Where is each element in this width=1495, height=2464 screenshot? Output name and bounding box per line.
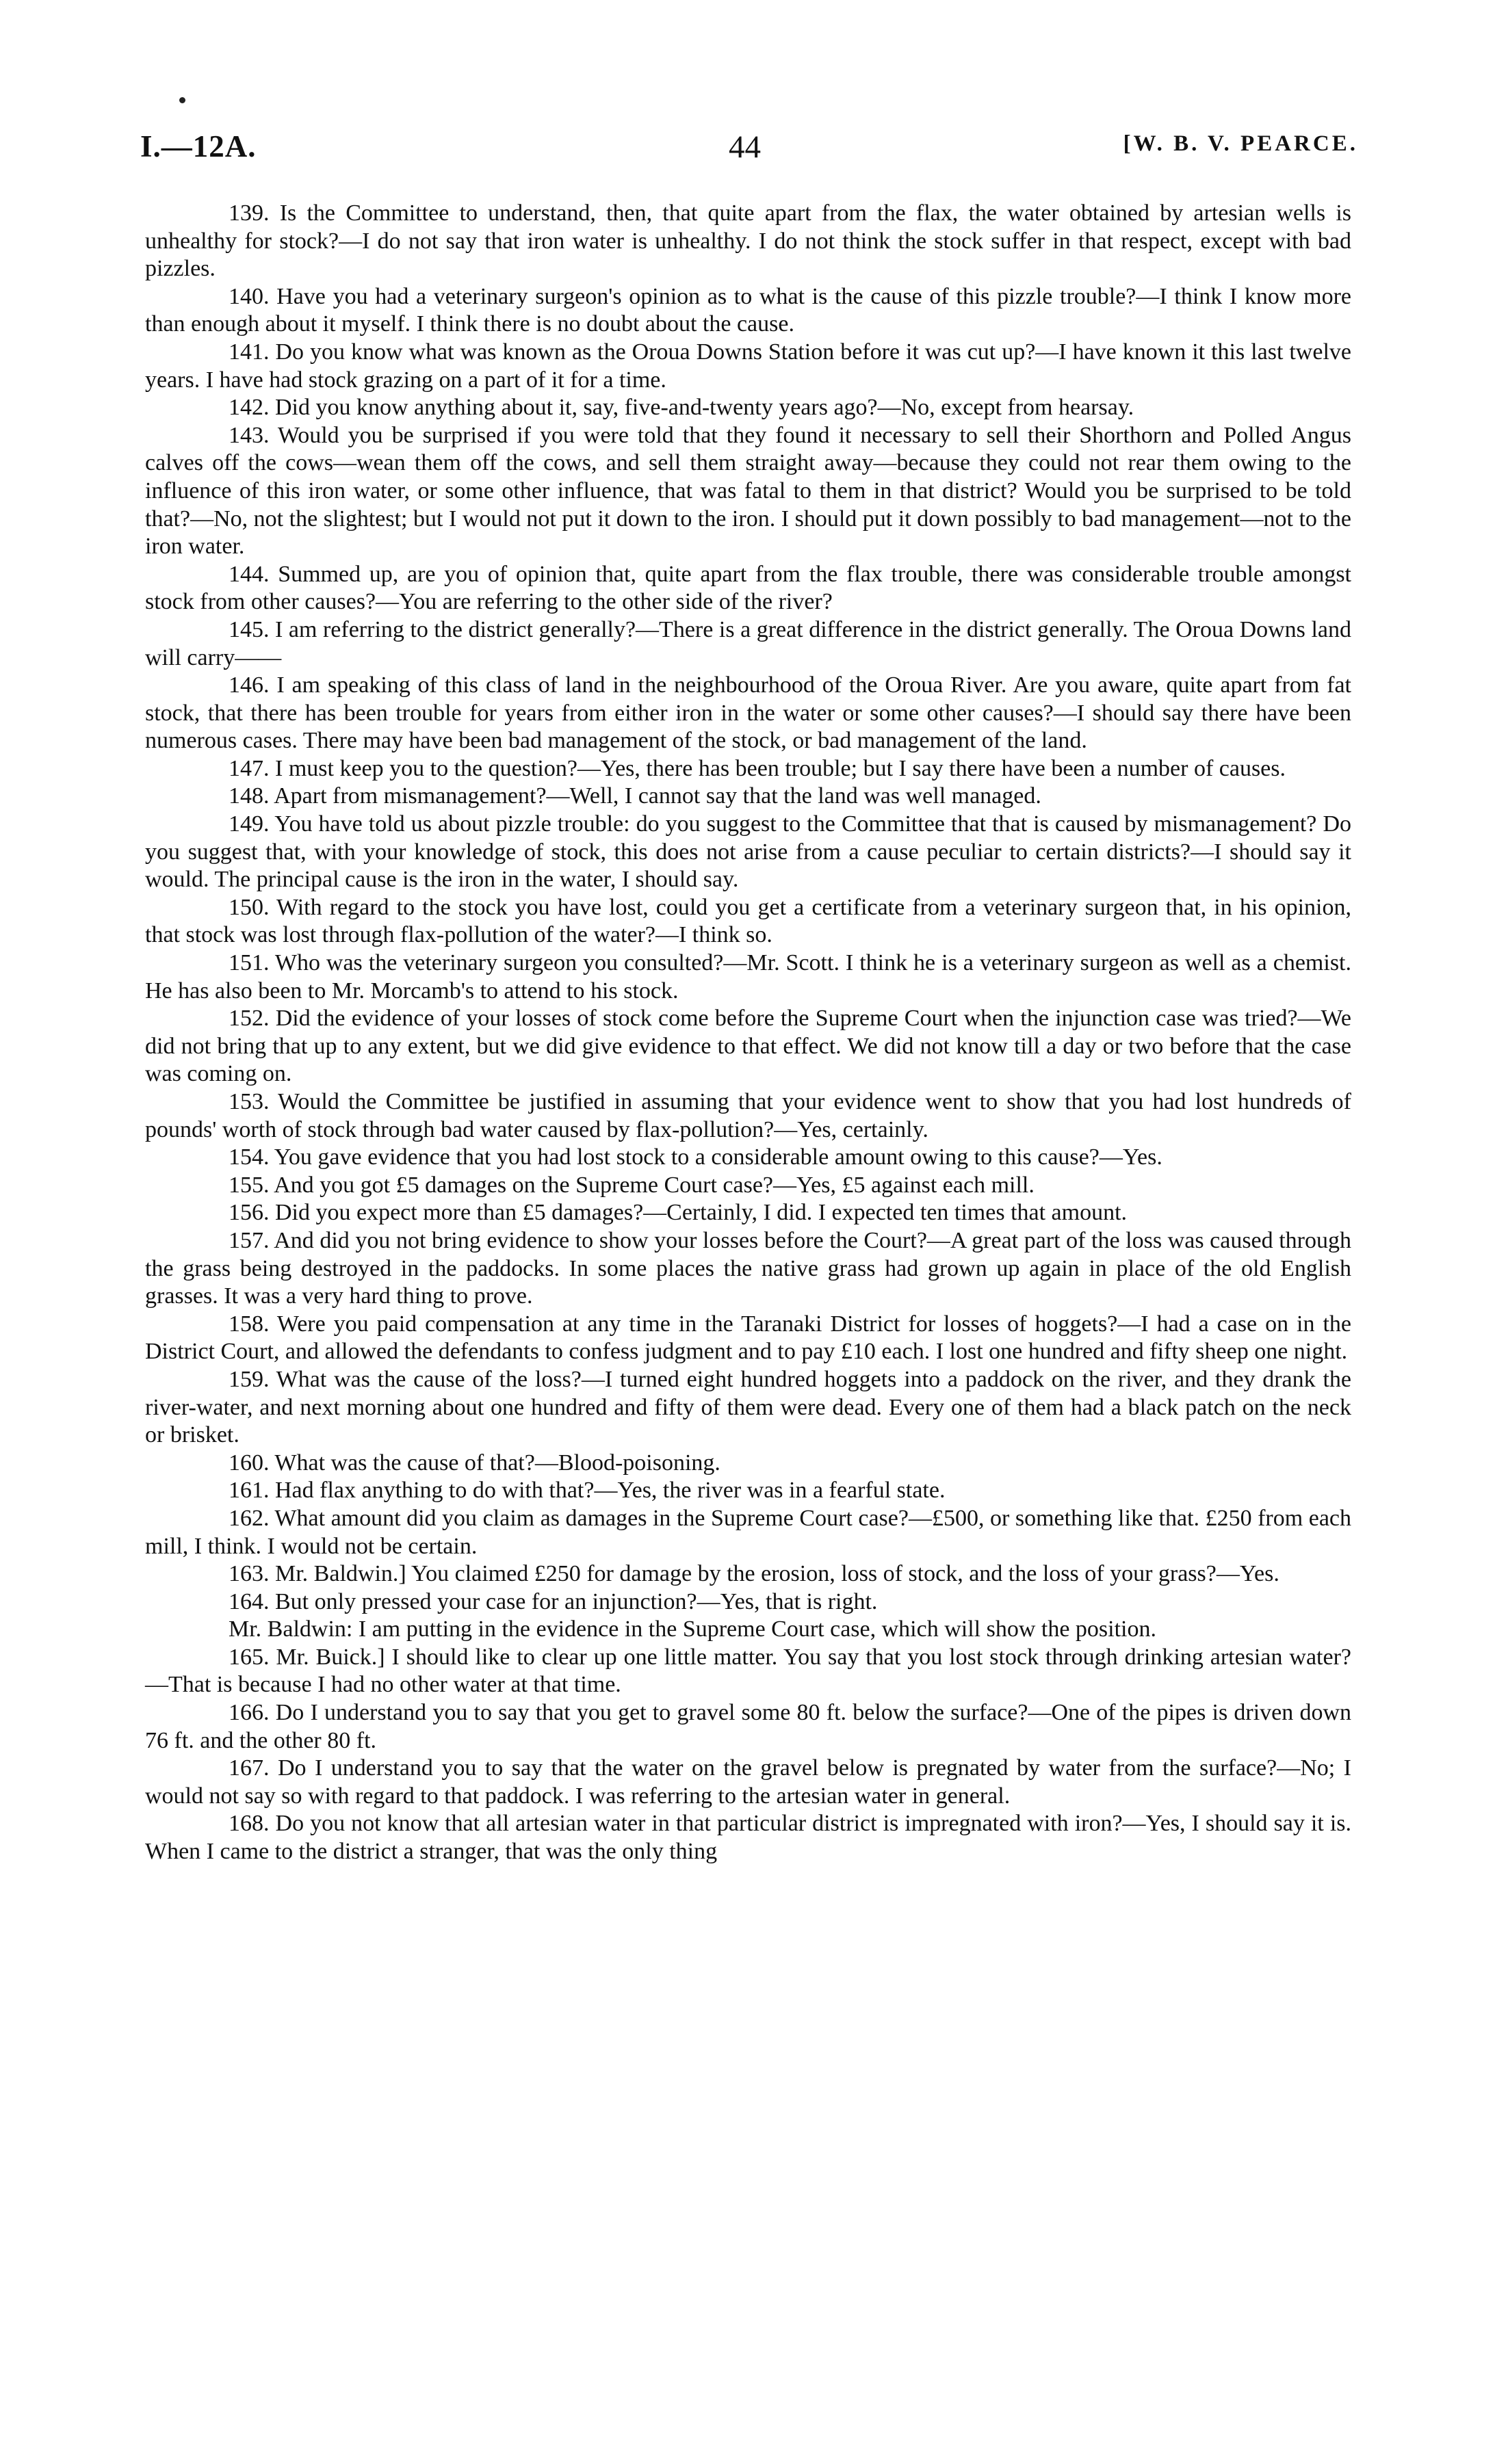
paragraph: 168. Do you not know that all artesian water in that particular district is impregnated with iron?—Yes, I should say it is. When I came to the district a stranger, that was the only thing [145, 1811, 1351, 1865]
paragraph: 142. Did you know anything about it, say, five-and-twenty years ago?—No, except from hearsay. [229, 395, 1134, 421]
page-number: 44 [729, 129, 761, 165]
document-reference: I.—12A. [140, 129, 257, 163]
stray-mark [179, 97, 185, 103]
paragraph: 160. What was the cause of that?—Blood-poisoning. [229, 1450, 720, 1476]
page-header [140, 129, 1358, 176]
paragraph: 143. Would you be surprised if you were told that they found it necessary to sell their Shorthorn and Polled Angus calves off the cows—wean them off the cows, and sell them straight away—because they could not rear them owing to the influence of this iron water, or some other influence, that was fatal to them in that district? Would you be surprised to be told that?—No, not the slightest; but I would not put it down to the iron. I should put it down possibly to bad management—not to the iron water. [145, 422, 1351, 560]
paragraph: 165. Mr. Buick.] I should like to clear up one little matter. You say that you lost stock through drinking artesian water?—That is because I had no other water at that time. [145, 1644, 1351, 1698]
paragraph: 150. With regard to the stock you have lost, could you get a certificate from a veterinary surgeon that, in his opinion, that stock was lost through flax-pollution of the water?—I think so. [145, 894, 1351, 948]
paragraph: 163. Mr. Baldwin.] You claimed £250 for damage by the erosion, loss of stock, and the loss of your grass?—Yes. [229, 1561, 1279, 1587]
paragraph: 167. Do I understand you to say that the water on the gravel below is pregnated by water from the surface?—No; I would not say so with regard to that paddock. I was referring to the artesian water in general. [145, 1755, 1351, 1809]
paragraph: 139. Is the Committee to understand, then, that quite apart from the flax, the water obtained by artesian wells is unhealthy for stock?—I do not say that iron water is unhealthy. I do not think the stock suffer in that respect, except with bad pizzles. [145, 200, 1351, 282]
paragraph: 161. Had flax anything to do with that?—Yes, the river was in a fearful state. [229, 1478, 946, 1504]
paragraph: 146. I am speaking of this class of land in the neighbourhood of the Oroua River. Are you aware, quite apart from fat stock, that there has been trouble for years from either iron in the water or some other causes?—I should say there have been numerous cases. There may have been bad management of the stock, or bad management of the land. [145, 672, 1351, 754]
paragraph: 162. What amount did you claim as damages in the Supreme Court case?—£500, or something like that. £250 from each mill, I think. I would not be certain. [145, 1505, 1351, 1559]
paragraph: 151. Who was the veterinary surgeon you consulted?—Mr. Scott. I think he is a veterinary surgeon as well as a chemist. He has also been to Mr. Morcamb's to attend to his stock. [145, 950, 1351, 1004]
paragraph: 147. I must keep you to the question?—Yes, there has been trouble; but I say there have been a number of causes. [229, 755, 1286, 781]
paragraph: 154. You gave evidence that you had lost stock to a considerable amount owing to this cause?—Yes. [229, 1144, 1162, 1170]
paragraph: 145. I am referring to the district generally?—There is a great difference in the district generally. The Oroua Downs land will carry—— [145, 616, 1351, 670]
paragraph: Mr. Baldwin: I am putting in the evidence in the Supreme Court case, which will show the position. [229, 1616, 1156, 1642]
paragraph: 141. Do you know what was known as the Oroua Downs Station before it was cut up?—I have known it this last twelve years. I have had stock grazing on a part of it for a time. [145, 339, 1351, 393]
paragraph: 140. Have you had a veterinary surgeon's opinion as to what is the cause of this pizzle trouble?—I think I know more than enough about it myself. I think there is no doubt about the cause. [145, 283, 1351, 337]
paragraph: 166. Do I understand you to say that you get to gravel some 80 ft. below the surface?—One of the pipes is driven down 76 ft. and the other 80 ft. [145, 1700, 1351, 1753]
paragraph: 158. Were you paid compensation at any time in the Taranaki District for losses of hoggets?—I had a case on in the District Court, and allowed the defendants to confess judgment and to pay £10 each. I lost one hundred and fifty sheep one night. [145, 1311, 1351, 1365]
paragraph: 149. You have told us about pizzle trouble: do you suggest to the Committee that that is caused by mismanagement? Do you suggest that, with your knowledge of stock, this does not arise from a cause peculiar to certain districts?—I should say it would. The principal cause is the iron in the water, I should say. [145, 811, 1351, 893]
witness-name: [W. B. V. PEARCE. [1123, 131, 1358, 156]
paragraph: 144. Summed up, are you of opinion that, quite apart from the flax trouble, there was considerable trouble amongst stock from other causes?—You are referring to the other side of the river? [145, 561, 1351, 615]
paragraph: 152. Did the evidence of your losses of stock come before the Supreme Court when the injunction case was tried?—We did not bring that up to any extent, but we did give evidence to that effect. We did not know till a day or two before that the case was coming on. [145, 1006, 1351, 1087]
paragraph: 155. And you got £5 damages on the Supreme Court case?—Yes, £5 against each mill. [229, 1172, 1035, 1198]
paragraph: 157. And did you not bring evidence to show your losses before the Court?—A great part of the loss was caused through the grass being destroyed in the paddocks. In some places the native grass had grown up again in place of the old English grasses. It was a very hard thing to prove. [145, 1227, 1351, 1309]
evidence-text [145, 200, 1351, 1866]
paragraph: 148. Apart from mismanagement?—Well, I cannot say that the land was well managed. [229, 783, 1041, 809]
paragraph: 164. But only pressed your case for an injunction?—Yes, that is right. [229, 1588, 878, 1614]
paragraph: 159. What was the cause of the loss?—I turned eight hundred hoggets into a paddock on the river, and they drank the river-water, and next morning about one hundred and fifty of them were dead. Every one of them had a black patch on the neck or brisket. [145, 1366, 1351, 1448]
paragraph: 153. Would the Committee be justified in assuming that your evidence went to show that you had lost hundreds of pounds' worth of stock through bad water caused by flax-pollution?—Yes, certainly. [145, 1089, 1351, 1142]
paragraph: 156. Did you expect more than £5 damages?—Certainly, I did. I expected ten times that amount. [229, 1200, 1128, 1226]
